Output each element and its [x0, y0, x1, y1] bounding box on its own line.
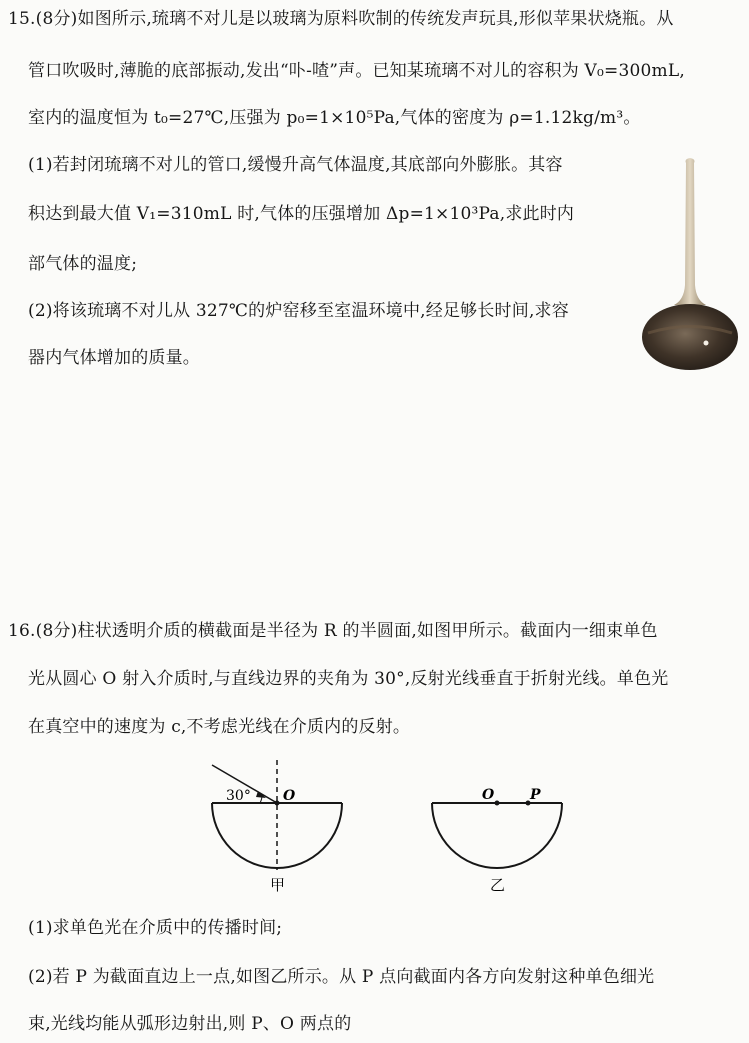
figure-b-o-label: O	[482, 787, 495, 803]
q16-line-3: 在真空中的速度为 c,不考虑光线在介质内的反射。	[28, 717, 411, 737]
q15-line-6: 部气体的温度;	[28, 254, 138, 274]
q15-line-4: (1)若封闭琉璃不对儿的管口,缓慢升高气体温度,其底部向外膨胀。其容	[28, 155, 563, 175]
figure-b-arc	[432, 803, 562, 868]
q15-line-8: 器内气体增加的质量。	[28, 348, 200, 368]
figure-b-caption: 乙	[490, 876, 506, 894]
q15-line-7: (2)将该琉璃不对儿从 327℃的炉窑移至室温环境中,经足够长时间,求容	[28, 301, 569, 321]
glass-toy-neck	[674, 158, 706, 305]
q15-line-2: 管口吹吸时,薄脆的底部振动,发出“卟-喳”声。已知某琉璃不对儿的容积为 V₀=300mL,	[28, 61, 685, 81]
q15-line-1: 15.(8分)如图所示,琉璃不对儿是以玻璃为原料吹制的传统发声玩具,形似苹果状烧瓶。从	[8, 9, 674, 29]
figure-b-point-o	[495, 801, 500, 806]
q16-line-5: (2)若 P 为截面直边上一点,如图乙所示。从 P 点向截面内各方向发射这种单色细光	[28, 967, 655, 987]
figure-b-p-label: P	[530, 787, 541, 803]
figure-b	[420, 780, 580, 900]
text-fade-overlay	[382, 1006, 472, 1043]
q16-line-2: 光从圆心 O 射入介质时,与直线边界的夹角为 30°,反射光线垂直于折射光线。单色光	[28, 669, 669, 689]
glass-toy-bulb	[642, 304, 738, 370]
q16-line-6: 束,光线均能从弧形边射出,则 P、O 两点的	[28, 1014, 352, 1034]
q15-line-3: 室内的温度恒为 t₀=27℃,压强为 p₀=1×10⁵Pa,气体的密度为 ρ=1.12kg/m³。	[28, 108, 641, 128]
figure-a-center-label: O	[283, 788, 296, 804]
q16-line-4: (1)求单色光在介质中的传播时间;	[28, 918, 283, 938]
q16-line-1: 16.(8分)柱状透明介质的横截面是半径为 R 的半圆面,如图甲所示。截面内一细束单色	[8, 621, 658, 641]
figure-a-caption: 甲	[270, 876, 286, 894]
q15-line-5: 积达到最大值 V₁=310mL 时,气体的压强增加 Δp=1×10³Pa,求此时内	[28, 204, 575, 224]
glass-toy-image	[640, 155, 749, 370]
figure-a	[200, 755, 360, 895]
figure-a-angle-label: 30°	[226, 788, 251, 804]
